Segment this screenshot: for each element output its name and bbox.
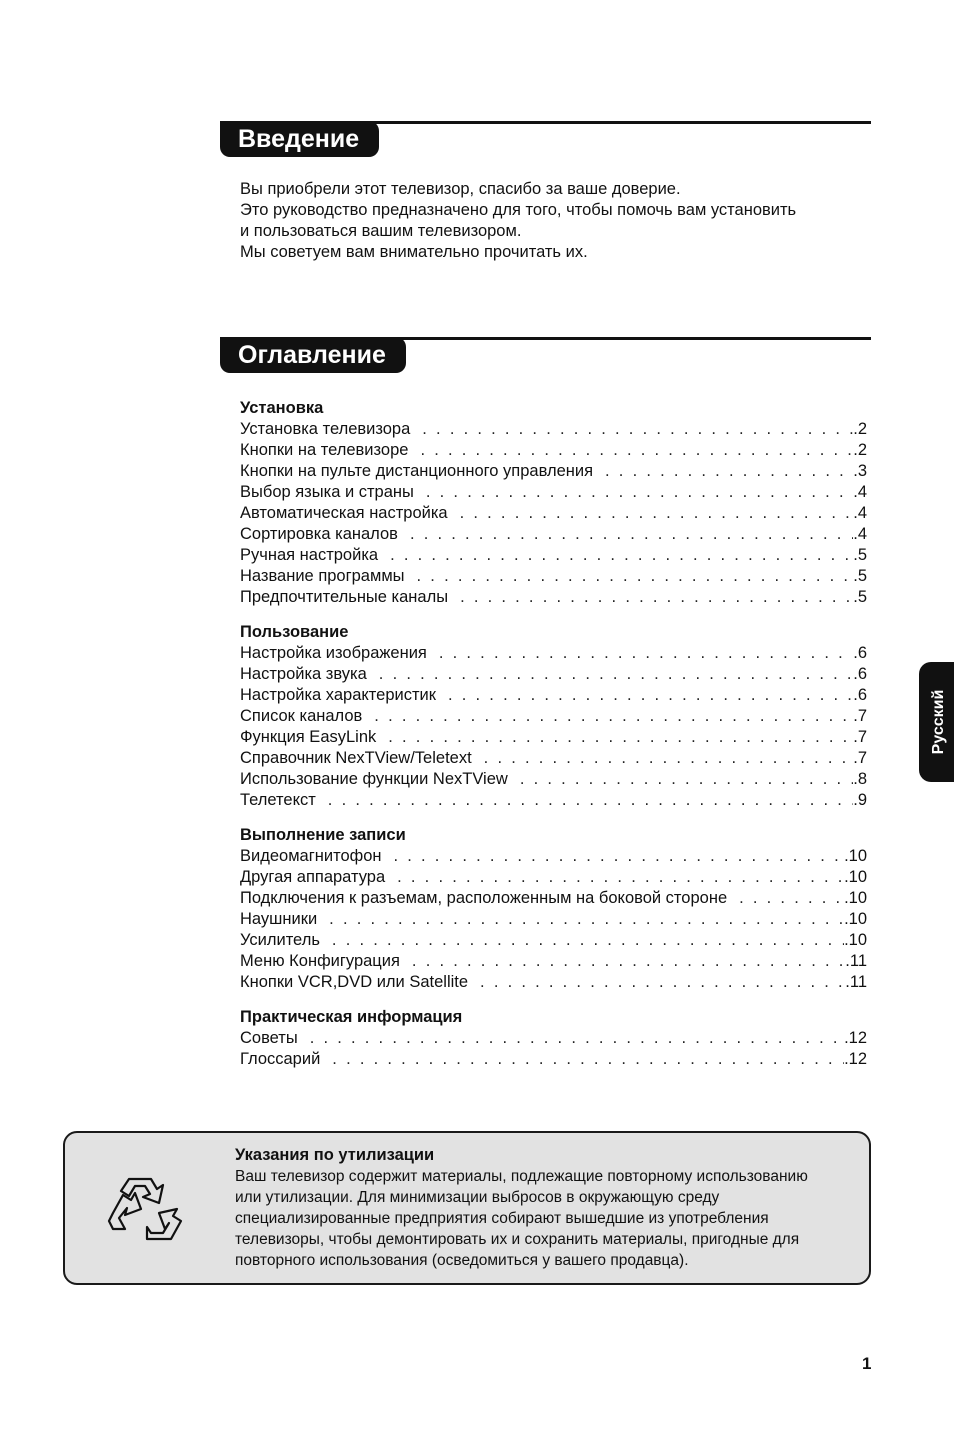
recycle-icon [107, 1175, 185, 1245]
toc-entry-label: Наушники [240, 910, 318, 928]
toc-dot-leader [484, 748, 854, 769]
toc-dot-leader [460, 587, 853, 608]
toc-dot-leader [412, 951, 845, 972]
toc-group [240, 398, 867, 608]
toc-entry-page: .6 [853, 686, 867, 704]
toc-entry-page: .12 [844, 1050, 867, 1068]
recycling-notice [63, 1131, 871, 1285]
toc-entry-label: Подключения к разъемам, расположенным на боковой стороне [240, 889, 728, 907]
toc-dot-leader [379, 664, 853, 685]
recycling-line: или утилизации. Для минимизации выбросов в окружающую среду [235, 1189, 720, 1206]
toc-entry [240, 790, 867, 811]
toc-dot-leader [397, 867, 844, 888]
toc-entry-label: Кнопки VCR,DVD или Satellite [240, 973, 469, 991]
toc-entry-page: .9 [853, 791, 867, 809]
intro-heading: Введение [220, 121, 379, 157]
toc-dot-leader [332, 1049, 844, 1070]
recycling-text [235, 1145, 865, 1271]
toc-entry-page: .8 [853, 770, 867, 788]
toc-entry [240, 888, 867, 909]
toc-entry-page: .5 [853, 567, 867, 585]
toc-entry-page: .5 [853, 546, 867, 564]
toc-entry-page: .5 [853, 588, 867, 606]
toc-entry-label: Список каналов [240, 707, 363, 725]
toc-dot-leader [310, 1028, 844, 1049]
toc-entry [240, 419, 867, 440]
toc-dot-leader [410, 524, 853, 545]
toc-entry [240, 503, 867, 524]
toc-dot-leader [332, 930, 844, 951]
toc-entry [240, 664, 867, 685]
toc-entry-label: Настройка звука [240, 665, 367, 683]
intro-text [240, 179, 870, 263]
toc-entry-label: Предпочтительные каналы [240, 588, 449, 606]
toc-dot-leader [480, 972, 845, 993]
toc-entry [240, 951, 867, 972]
intro-line: Это руководство предназначено для того, чтобы помочь вам установить [240, 201, 797, 219]
toc-dot-leader [422, 419, 853, 440]
toc-entry [240, 867, 867, 888]
toc-entry-page: .3 [853, 462, 867, 480]
toc-entry [240, 748, 867, 769]
toc-entry-page: .6 [853, 644, 867, 662]
toc-entry-label: Автоматическая настройка [240, 504, 448, 522]
toc-entry-page: .10 [844, 910, 867, 928]
toc-entry-label: Ручная настройка [240, 546, 379, 564]
toc-entry-page: .10 [844, 931, 867, 949]
recycling-line: Ваш телевизор содержит материалы, подлежащие повторному использованию [235, 1168, 808, 1185]
toc-entry-label: Название программы [240, 567, 405, 585]
recycling-line: специализированные предприятия собирают вышедшие из употребления [235, 1210, 769, 1227]
toc-dot-leader [329, 909, 844, 930]
toc-entry-label: Видеомагнитофон [240, 847, 382, 865]
toc-entry-label: Кнопки на пульте дистанционного управления [240, 462, 594, 480]
toc-dot-leader [739, 888, 844, 909]
toc-entry-label: Функция EasyLink [240, 728, 377, 746]
toc-entry [240, 482, 867, 503]
toc-entry [240, 706, 867, 727]
toc-entry-label: Советы [240, 1029, 298, 1047]
toc-entry-page: .10 [844, 868, 867, 886]
toc-entry [240, 587, 867, 608]
toc-entry [240, 545, 867, 566]
toc-dot-leader [390, 545, 853, 566]
toc-entry-label: Справочник NexTView/Teletext [240, 749, 472, 767]
intro-section-header [220, 121, 871, 161]
toc-entry [240, 685, 867, 706]
toc-entry-label: Выбор языка и страны [240, 483, 414, 501]
toc-dot-leader [439, 643, 853, 664]
toc-entry-label: Другая аппаратура [240, 868, 386, 886]
recycling-line: повторного использования (осведомиться у вашего продавца). [235, 1252, 689, 1269]
toc-entry [240, 846, 867, 867]
recycling-line: телевизоры, чтобы демонтировать их и сохранить материалы, пригодные для [235, 1231, 800, 1248]
toc-entry-page: .11 [845, 973, 867, 991]
toc-entry-page: .10 [844, 889, 867, 907]
toc-group [240, 825, 867, 993]
language-tab-label: Русский [930, 689, 947, 755]
toc-group-title: Выполнение записи [240, 826, 406, 844]
toc-dot-leader [393, 846, 844, 867]
toc-entry [240, 930, 867, 951]
toc-group [240, 1007, 867, 1070]
toc-entry [240, 972, 867, 993]
toc-entry [240, 461, 867, 482]
toc-dot-leader [605, 461, 853, 482]
toc-entry [240, 909, 867, 930]
toc-entry-page: .4 [853, 525, 867, 543]
toc-entry-page: .2 [853, 420, 867, 438]
toc-group-title: Пользование [240, 623, 349, 641]
toc-dot-leader [417, 566, 854, 587]
toc-dot-leader [460, 503, 854, 524]
toc-entry-page: .7 [853, 749, 867, 767]
toc-entry-page: .12 [844, 1029, 867, 1047]
intro-line: и пользоваться вашим телевизором. [240, 222, 522, 240]
toc-entry [240, 1049, 867, 1070]
toc-entry-label: Использование функции NexTView [240, 770, 508, 788]
toc-dot-leader [328, 790, 853, 811]
toc-entry-page: .11 [845, 952, 867, 970]
toc-entry [240, 769, 867, 790]
toc-dot-leader [388, 727, 853, 748]
toc-section-header [220, 337, 871, 377]
language-side-tab [919, 662, 954, 782]
toc-entry [240, 643, 867, 664]
toc-entry-label: Глоссарий [240, 1050, 321, 1068]
toc-entry-page: .2 [853, 441, 867, 459]
toc-entry-page: .6 [853, 665, 867, 683]
toc-entry [240, 727, 867, 748]
toc-entry-page: .4 [853, 483, 867, 501]
toc-group-title: Установка [240, 399, 324, 417]
toc-entry-label: Установка телевизора [240, 420, 411, 438]
toc-entry-page: .10 [844, 847, 867, 865]
toc-entry [240, 440, 867, 461]
toc-heading: Оглавление [220, 337, 406, 373]
toc-group [240, 622, 867, 811]
toc-entry-label: Настройка характеристик [240, 686, 436, 704]
table-of-contents [240, 398, 867, 1084]
toc-entry-page: .4 [853, 504, 867, 522]
intro-line: Мы советуем вам внимательно прочитать их. [240, 243, 588, 261]
toc-entry-label: Телетекст [240, 791, 316, 809]
toc-entry-label: Меню Конфигурация [240, 952, 400, 970]
toc-entry [240, 524, 867, 545]
toc-entry [240, 1028, 867, 1049]
toc-entry-label: Кнопки на телевизоре [240, 441, 409, 459]
toc-entry-label: Сортировка каналов [240, 525, 398, 543]
toc-entry-label: Усилитель [240, 931, 320, 949]
intro-line: Вы приобрели этот телевизор, спасибо за ваше доверие. [240, 180, 681, 198]
toc-entry-label: Настройка изображения [240, 644, 427, 662]
toc-dot-leader [374, 706, 853, 727]
toc-dot-leader [420, 440, 853, 461]
toc-dot-leader [426, 482, 853, 503]
recycling-title: Указания по утилизации [235, 1146, 435, 1164]
toc-entry-page: .7 [853, 707, 867, 725]
toc-group-title: Практическая информация [240, 1008, 463, 1026]
toc-entry [240, 566, 867, 587]
toc-dot-leader [520, 769, 853, 790]
toc-entry-page: .7 [853, 728, 867, 746]
page-number: 1 [862, 1354, 872, 1373]
toc-dot-leader [448, 685, 853, 706]
